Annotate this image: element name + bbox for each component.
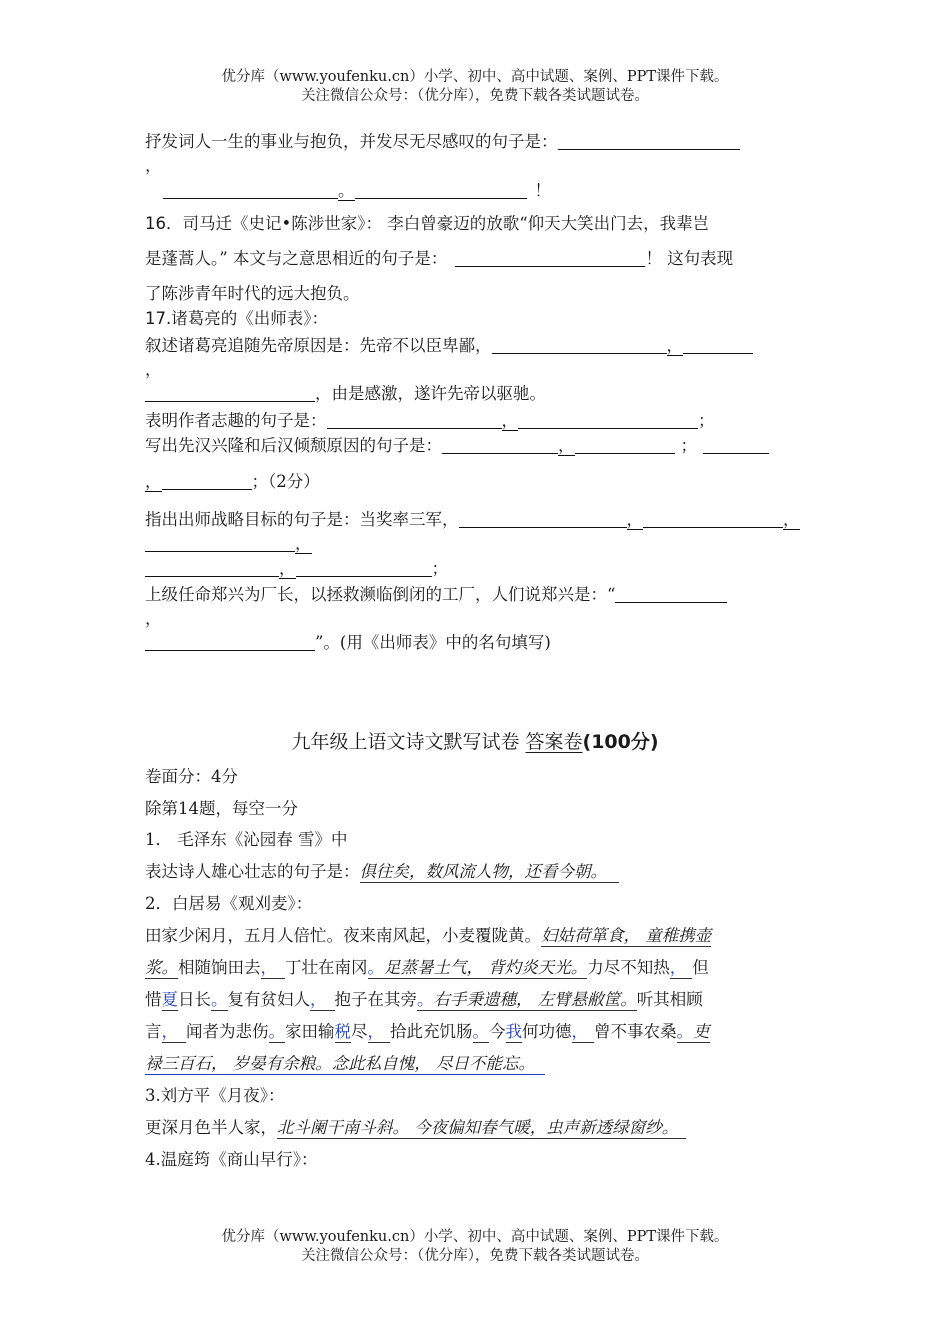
q17-blank-3[interactable] xyxy=(145,384,315,402)
answer-q2-seg: 惜 xyxy=(145,990,162,1009)
q17-comma-6b: ， xyxy=(783,510,800,529)
answer-title-main: 九年级上语文诗文默写试卷 xyxy=(291,731,526,753)
answer-q2-seg: 闻者为悲伤 xyxy=(186,1022,269,1041)
q17-blank-1[interactable] xyxy=(492,336,667,354)
q17-blank-2[interactable] xyxy=(683,336,753,354)
q16-blank[interactable] xyxy=(455,249,645,267)
page-header xyxy=(0,68,950,106)
answer-q3-answer: 北斗阑干南斗斜。 今夜偏知春气暖，虫声新透绿窗纱。 xyxy=(277,1118,686,1139)
q17-line-3 xyxy=(145,407,715,431)
answer-q2-seg: 。 xyxy=(472,1022,489,1041)
q17-text-6: 指出出师战略目标的句子是：当奖率三军， xyxy=(145,510,459,529)
q17-line-7 xyxy=(145,530,312,554)
answer-q2-seg: 丁壮在南冈 xyxy=(285,958,368,977)
answer-q2-seg: 复有贫妇人 xyxy=(227,990,310,1009)
q17-text-9: ”。(用《出师表》中的名句填写) xyxy=(315,633,551,652)
answer-q3-line xyxy=(145,1114,686,1138)
answer-q2-seg: 浆。 xyxy=(145,958,178,977)
answer-q2-seg: 夏 xyxy=(161,990,178,1009)
q17-blank-13[interactable] xyxy=(145,559,279,577)
q17-title: 17.诸葛亮的《出师表》： xyxy=(145,309,328,328)
q16-line-1 xyxy=(145,210,709,234)
answer-q2-seg: 。 xyxy=(211,990,228,1009)
answer-q2-seg: 听其相顾 xyxy=(636,990,703,1009)
answer-q2-text-1a: 田家少闲月，五月人倍忙。夜来南风起，小麦覆陇黄。 xyxy=(145,926,541,945)
answer-q2-seg: 。 xyxy=(367,958,384,977)
answer-q2-text-1b: 妇姑荷箪食， 童稚携壶 xyxy=(541,926,712,945)
answer-title-score: (100分) xyxy=(582,731,659,753)
answer-neatness-score: 卷面分：4分 xyxy=(145,767,238,786)
answer-q2-seg: 吏 xyxy=(693,1022,710,1041)
q15-prompt-line xyxy=(145,128,740,152)
q17-comma-4: ， xyxy=(558,436,575,455)
answer-q2-seg: 家田输 xyxy=(285,1022,335,1041)
answer-q2-text-5: 禄三百石， 岁晏有余粮。念此私自愧， 尽日不能忘。 xyxy=(145,1054,545,1075)
q16-text-1: 司马迁《史记•陈涉世家》： 李白曾豪迈的放歌“仰天大笑出门去，我辈岂 xyxy=(182,214,710,233)
q17-line-6 xyxy=(145,506,800,530)
answer-rule: 除第14题，每空一分 xyxy=(145,799,298,818)
answer-q2-seg: 相随饷田去 xyxy=(178,958,261,977)
q16-number: 16． xyxy=(145,214,183,233)
q17-line-1 xyxy=(145,332,753,356)
q17-blank-7[interactable] xyxy=(575,436,675,454)
page-footer xyxy=(0,1228,950,1266)
q17-blank-11[interactable] xyxy=(643,510,783,528)
answer-q2-seg: 力尽不知热 xyxy=(587,958,670,977)
q17-line-9 xyxy=(145,629,551,653)
answer-q2-seg: 税 xyxy=(334,1022,351,1041)
answer-q2-seg: ， xyxy=(368,1022,391,1043)
answer-q2-line-5 xyxy=(145,1050,545,1074)
answer-q1-title: 1． 毛泽东《沁园春 雪》中 xyxy=(145,830,348,849)
q15-blank-1[interactable] xyxy=(558,132,740,150)
answer-q2-seg: ， xyxy=(261,958,286,979)
answer-q2-seg: 何功德 xyxy=(522,1022,572,1041)
answer-q2-seg: 言 xyxy=(145,1022,162,1041)
q17-line-2 xyxy=(145,380,546,404)
answer-q2-seg: 。 xyxy=(417,990,434,1009)
q16-line-3: 了陈涉青年时代的远大抱负。 xyxy=(145,284,360,303)
answer-q2-seg: ， xyxy=(670,958,693,979)
q17-blank-9[interactable] xyxy=(162,472,252,490)
q15-blank-3[interactable] xyxy=(355,181,527,199)
q15-prompt: 抒发词人一生的事业与抱负，并发尽无尽感叹的句子是： xyxy=(145,132,558,151)
header-line-2: 关注微信公众号：（优分库），免费下载各类试题试卷。 xyxy=(301,88,649,104)
answer-q2-line-3 xyxy=(145,986,703,1010)
q17-line-8 xyxy=(145,581,727,605)
q17-blank-8[interactable] xyxy=(703,436,769,454)
answer-q2-seg: ， xyxy=(310,990,335,1011)
q17-blank-4[interactable] xyxy=(327,411,502,429)
answer-q2-seg: 抱子在其旁 xyxy=(334,990,417,1009)
answer-q1-prompt: 表达诗人雄心壮志的句子是： xyxy=(145,862,360,881)
answer-q2-seg: 。 xyxy=(676,1022,693,1041)
q17-blank-16[interactable] xyxy=(145,633,315,651)
answer-title-underlined: 答案卷 xyxy=(525,731,583,753)
answer-q2-seg: 今 xyxy=(489,1022,506,1041)
header-line-1: 优分库（www.youfenku.cn）小学、初中、高中试题、案例、PPT课件下载。 xyxy=(221,69,729,85)
q17-text-1: 叙述诸葛亮追随先帝原因是：先帝不以臣卑鄙， xyxy=(145,336,492,355)
q17-semi-3: ； xyxy=(698,411,715,430)
answer-q2-seg: ， xyxy=(162,1022,187,1043)
q17-blank-14[interactable] xyxy=(296,559,432,577)
q15-blank-2[interactable] xyxy=(163,181,338,199)
q17-comma-6a: ， xyxy=(626,510,643,529)
q17-text-4: 写出先汉兴隆和后汉倾颓原因的句子是： xyxy=(145,436,442,455)
q17-text-8: 上级任命郑兴为厂长，以拯救濒临倒闭的工厂，人们说郑兴是：“ xyxy=(145,585,616,604)
answer-q1-line xyxy=(145,858,619,882)
q17-text-3: 表明作者志趣的句子是： xyxy=(145,411,327,430)
answer-q2-seg: 曾不事农桑 xyxy=(594,1022,677,1041)
q17-text-2: ，由是感激，遂许先帝以驱驰。 xyxy=(315,384,546,403)
answer-q2-line-1 xyxy=(145,922,711,946)
q17-comma-line-2: ， xyxy=(145,609,162,628)
answer-q2-seg: 。 xyxy=(268,1022,285,1041)
answer-q2-seg: 拾此充饥肠 xyxy=(390,1022,473,1041)
q16-line-2 xyxy=(145,245,733,269)
q15-period: 。 xyxy=(338,181,355,200)
answer-q3-prompt: 更深月色半人家， xyxy=(145,1118,277,1137)
answer-q2-title: 2．白居易《观刈麦》： xyxy=(145,894,313,913)
answer-q2-seg: 日长 xyxy=(178,990,211,1009)
q17-blank-12[interactable] xyxy=(145,534,295,552)
q17-blank-6[interactable] xyxy=(442,436,558,454)
q17-blank-15[interactable] xyxy=(615,585,727,603)
q17-line-4 xyxy=(145,432,769,456)
answer-q2-seg: 我 xyxy=(505,1022,522,1041)
q17-line-5 xyxy=(145,468,320,492)
q17-semi-4: ； xyxy=(680,436,697,455)
answer-q2-seg: 但 xyxy=(692,958,709,977)
footer-line-1: 优分库（www.youfenku.cn）小学、初中、高中试题、案例、PPT课件下载。 xyxy=(221,1229,729,1245)
q16-text-2b: ！ 这句表现 xyxy=(645,249,734,268)
q17-line-7b xyxy=(145,555,448,579)
q17-comma-5: ， xyxy=(145,472,162,491)
answer-title xyxy=(0,727,950,754)
answer-q2-seg: 右手秉遗穗， 左臂悬敝筐。 xyxy=(433,990,637,1009)
q16-text-2a: 是蓬蒿人。” 本文与之意思相近的句子是： xyxy=(145,249,448,268)
answer-q1-answer: 俱往矣，数风流人物，还看今朝。 xyxy=(360,862,620,883)
answer-q3-title: 3.刘方平《月夜》： xyxy=(145,1086,285,1105)
answer-q2-seg: 尽 xyxy=(351,1022,368,1041)
q15-blanks-line xyxy=(163,177,551,201)
answer-q2-seg: ， xyxy=(572,1022,595,1043)
answer-q4-title: 4.温庭筠《商山早行》： xyxy=(145,1150,318,1169)
q17-blank-5[interactable] xyxy=(518,411,698,429)
q15-comma: ， xyxy=(145,156,162,175)
footer-line-2: 关注微信公众号：（优分库），免费下载各类试题试卷。 xyxy=(301,1248,649,1264)
q17-comma-7b: ， xyxy=(279,559,296,578)
q17-comma-3: ， xyxy=(501,411,518,430)
q17-semi-7: ； xyxy=(431,559,448,578)
answer-q2-line-2 xyxy=(145,954,709,978)
q17-comma-1: ， xyxy=(666,336,683,355)
q17-blank-10[interactable] xyxy=(459,510,627,528)
answer-q2-line-4 xyxy=(145,1018,710,1042)
q15-excl: ！ xyxy=(534,181,551,200)
q17-comma-7: ， xyxy=(295,534,312,553)
answer-q2-seg: 足蒸暑土气， 背灼炎天光。 xyxy=(384,958,588,977)
q17-text-5: ；（2分） xyxy=(251,472,320,491)
q17-comma-line: ， xyxy=(145,360,162,379)
